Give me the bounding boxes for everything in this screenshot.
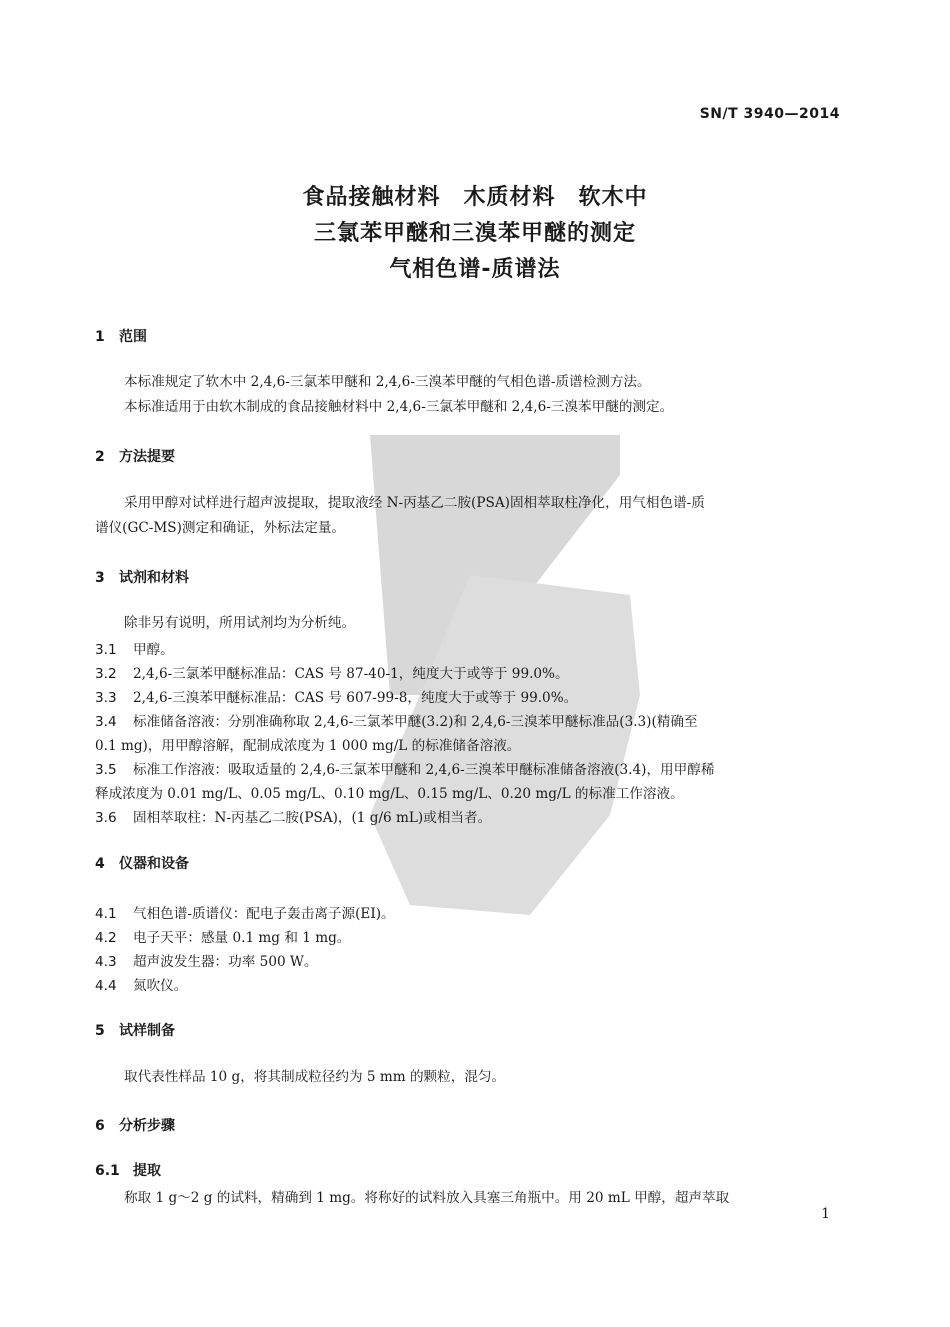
list-item: 3.2 2,4,6-三氯苯甲醚标准品：CAS 号 87-40-1，纯度大于或等于 99.0%。 bbox=[95, 666, 569, 682]
section-heading-2 bbox=[95, 446, 175, 466]
section-number: 4 bbox=[95, 856, 105, 872]
subsection-number: 6.1 bbox=[95, 1163, 120, 1179]
title-line-3: 气相色谱-质谱法 bbox=[389, 257, 561, 282]
subsection-heading bbox=[95, 1160, 161, 1180]
page-number: 1 bbox=[821, 1206, 830, 1222]
title-line-2: 三氯苯甲醚和三溴苯甲醚的测定 bbox=[313, 221, 636, 246]
list-item: 3.5 标准工作溶液：吸取适量的 2,4,6-三氯苯甲醚和 2,4,6-三溴苯甲醚标准储备溶液(3.4)，用甲醇稀 bbox=[95, 762, 715, 778]
document-code: SN/T 3940—2014 bbox=[699, 106, 840, 122]
section-number: 1 bbox=[95, 329, 105, 345]
list-item: 3.6 固相萃取柱：N-丙基乙二胺(PSA)，(1 g/6 mL)或相当者。 bbox=[95, 810, 492, 826]
section-title: 范围 bbox=[119, 329, 147, 345]
section-title: 方法提要 bbox=[119, 449, 175, 465]
list-item-continuation: 0.1 mg)，用甲醇溶解，配制成浓度为 1 000 mg/L 的标准储备溶液。 bbox=[95, 738, 521, 754]
list-item: 3.4 标准储备溶液：分别准确称取 2,4,6-三氯苯甲醚(3.2)和 2,4,6-三溴苯甲醚标准品(3.3)(精确至 bbox=[95, 714, 698, 730]
paragraph: 本标准适用于由软木制成的食品接触材料中 2,4,6-三氯苯甲醚和 2,4,6-三溴苯甲醚的测定。 bbox=[124, 399, 674, 415]
section-heading-5 bbox=[95, 1020, 175, 1040]
document-title bbox=[0, 180, 950, 288]
paragraph: 称取 1 g～2 g 的试料，精确到 1 mg。将称好的试料放入具塞三角瓶中。用 20 mL 甲醇，超声萃取 bbox=[124, 1190, 730, 1206]
section-title: 分析步骤 bbox=[119, 1118, 175, 1134]
section-number: 5 bbox=[95, 1023, 105, 1039]
section-heading-3 bbox=[95, 567, 189, 587]
section-title: 试剂和材料 bbox=[119, 570, 189, 586]
paragraph: 取代表性样品 10 g，将其制成粒径约为 5 mm 的颗粒，混匀。 bbox=[124, 1069, 506, 1085]
paragraph: 谱仪(GC-MS)测定和确证，外标法定量。 bbox=[95, 520, 346, 536]
list-item: 4.4 氮吹仪。 bbox=[95, 978, 188, 994]
list-item: 3.3 2,4,6-三溴苯甲醚标准品：CAS 号 607-99-8，纯度大于或等于 99.0%。 bbox=[95, 690, 578, 706]
title-line-1: 食品接触材料 木质材料 软木中 bbox=[302, 185, 648, 210]
section-heading-1 bbox=[95, 326, 147, 346]
list-item: 3.1 甲醇。 bbox=[95, 642, 174, 658]
subsection-title: 提取 bbox=[133, 1163, 161, 1179]
section-number: 6 bbox=[95, 1118, 105, 1134]
section-heading-6 bbox=[95, 1115, 175, 1135]
list-item: 4.3 超声波发生器：功率 500 W。 bbox=[95, 954, 318, 970]
list-item: 4.1 气相色谱-质谱仪：配电子轰击离子源(EI)。 bbox=[95, 906, 395, 922]
section-heading-4 bbox=[95, 853, 189, 873]
section-title: 仪器和设备 bbox=[119, 856, 189, 872]
paragraph: 本标准规定了软木中 2,4,6-三氯苯甲醚和 2,4,6-三溴苯甲醚的气相色谱-质谱检测方法。 bbox=[124, 374, 651, 390]
list-item: 4.2 电子天平：感量 0.1 mg 和 1 mg。 bbox=[95, 930, 351, 946]
section-title: 试样制备 bbox=[119, 1023, 175, 1039]
paragraph: 除非另有说明，所用试剂均为分析纯。 bbox=[124, 615, 356, 631]
section-number: 2 bbox=[95, 449, 105, 465]
list-item-continuation: 释成浓度为 0.01 mg/L、0.05 mg/L、0.10 mg/L、0.15 mg/L、0.20 mg/L 的标准工作溶液。 bbox=[95, 786, 684, 802]
section-number: 3 bbox=[95, 570, 105, 586]
paragraph: 采用甲醇对试样进行超声波提取，提取液经 N-丙基乙二胺(PSA)固相萃取柱净化，用气相色谱-质 bbox=[124, 495, 705, 511]
